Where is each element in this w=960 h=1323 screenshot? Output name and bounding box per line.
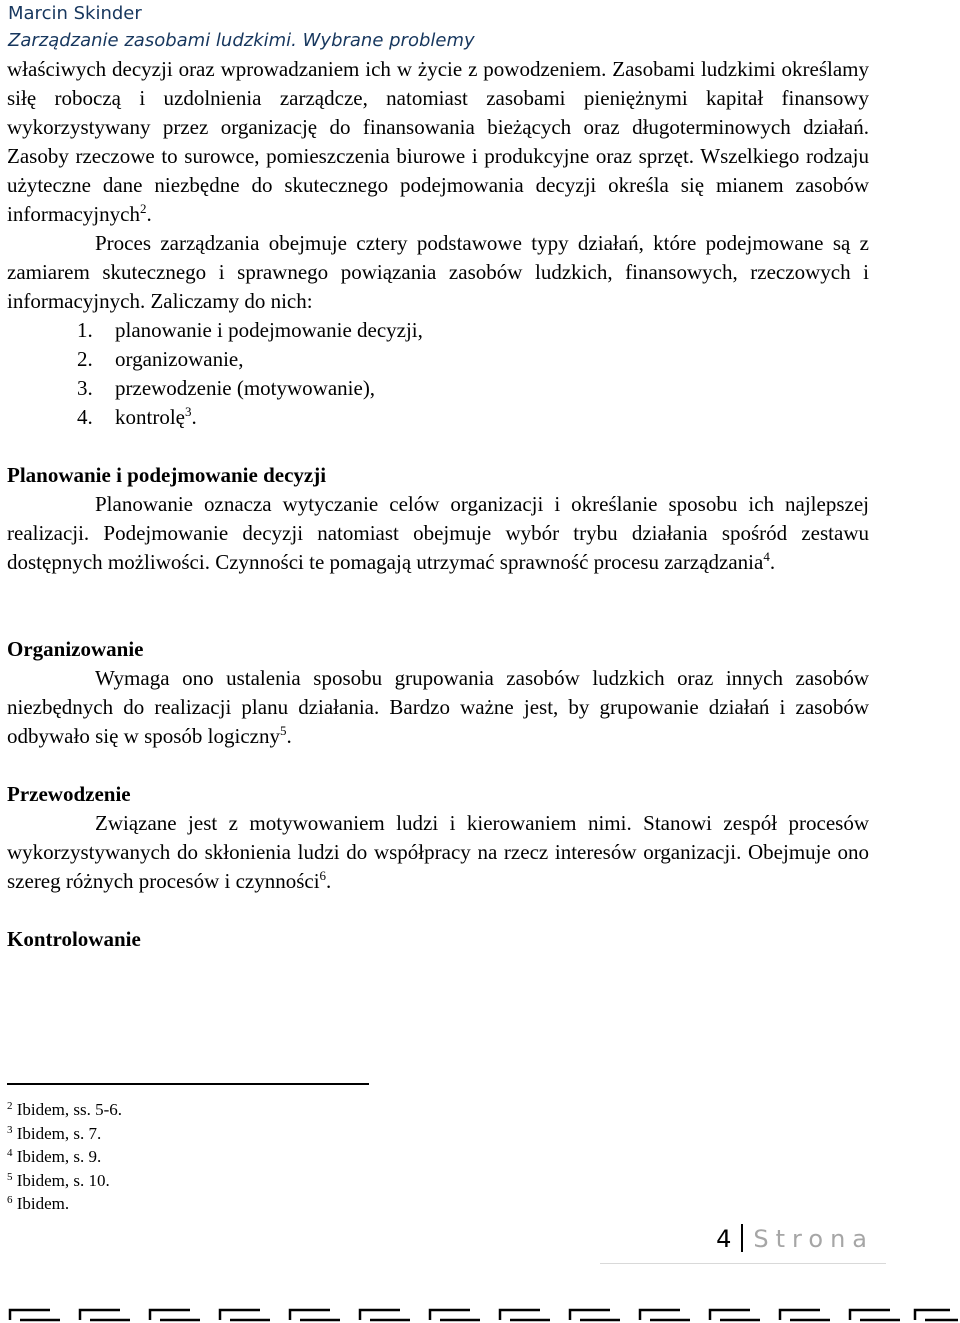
page-word: Strona bbox=[753, 1225, 874, 1253]
paragraph-process: Proces zarządzania obejmuje cztery podstawowe typy działań, które podejmowane są z zamiarem skutecznego i sprawnego powiązania zasobów ludzkich, finansowych, rzeczowych i informacyjnych. Zaliczamy do nich: bbox=[7, 231, 869, 313]
section-text-organizing: Wymaga ono ustalenia sposobu grupowania zasobów ludzkich oraz innych zasobów niezbędnych do realizacji planu działania. Bardzo ważne jest, by grupowanie działań i zasobów odbywało się w sposób logiczny$^5$. bbox=[7, 666, 869, 748]
list-item: 1. planowanie i podejmowanie decyzji, bbox=[77, 318, 423, 342]
list-item: 4. kontrolę$^3$. bbox=[77, 404, 197, 429]
section-title-planning: Planowanie i podejmowanie decyzji bbox=[7, 463, 327, 487]
footnote-separator bbox=[7, 1083, 369, 1085]
footnote-ref: 4 bbox=[763, 549, 770, 564]
section-title-controlling: Kontrolowanie bbox=[7, 927, 141, 951]
page-number bbox=[600, 1216, 886, 1264]
section-text-planning: Planowanie oznacza wytyczanie celów organizacji i określanie sposobu ich najlepszej realizacji. Podejmowanie decyzji natomiast obejmuje wybór trybu działania spośród zestawu dostępnych możliwości. Czynności te pomagają utrzymać sprawność procesu zarządzania$^4$. bbox=[7, 492, 869, 574]
header-subtitle: Zarządzanie zasobami ludzkimi. Wybrane problemy bbox=[8, 30, 475, 51]
footnote: $^2$ Ibidem, ss. 5-6. bbox=[7, 1100, 123, 1119]
management-functions-list bbox=[7, 316, 869, 432]
footnote-ref: 6 bbox=[319, 868, 327, 883]
list-item: 2. organizowanie, bbox=[77, 347, 244, 371]
footnote: $^4$ Ibidem, s. 9. bbox=[7, 1147, 102, 1166]
section-title-organizing: Organizowanie bbox=[7, 637, 144, 661]
footnote: $^6$ Ibidem. bbox=[7, 1194, 70, 1213]
footnote-ref: 3 bbox=[184, 404, 192, 419]
list-item: 3. przewodzenie (motywowanie), bbox=[77, 376, 376, 400]
decorative-page-border bbox=[0, 1302, 960, 1323]
footnote: $^3$ Ibidem, s. 7. bbox=[7, 1123, 102, 1143]
footnote-ref: 2 bbox=[139, 201, 147, 216]
page-header bbox=[8, 0, 475, 54]
section-text-leading: Związane jest z motywowaniem ludzi i kierowaniem nimi. Stanowi zespół procesów wykorzystywanych do skłonienia ludzi do współpracy na rzecz interesów organizacji. Obejmuje ono szereg różnych procesów i czynności$^6$. bbox=[7, 811, 869, 893]
paragraph-resources: właściwych decyzji oraz wprowadzaniem ich w życie z powodzeniem. Zasobami ludzkimi określamy siłę roboczą i uzdolnienia zarządcze, natomiast zasobami pieniężnymi kapitał finansowy wykorzystywany przez organizację do finansowania bieżących oraz długoterminowych działań. Zasoby rzeczowe to surowce, pomieszczenia biurowe i produkcyjne oraz sprzęt. Wszelkiego rodzaju użyteczne dane niezbędne do skutecznego podejmowania decyzji określa się mianem zasobów informacyjnych$^2$. bbox=[7, 57, 869, 226]
footnote-ref: 5 bbox=[279, 723, 287, 738]
page-number-divider bbox=[741, 1224, 743, 1252]
page-number-value: 4 bbox=[716, 1225, 732, 1253]
header-author: Marcin Skinder bbox=[8, 3, 142, 24]
section-title-leading: Przewodzenie bbox=[7, 782, 131, 806]
document-body bbox=[7, 55, 869, 954]
footnotes bbox=[7, 1098, 122, 1216]
footnote: $^5$ Ibidem, s. 10. bbox=[7, 1170, 110, 1190]
